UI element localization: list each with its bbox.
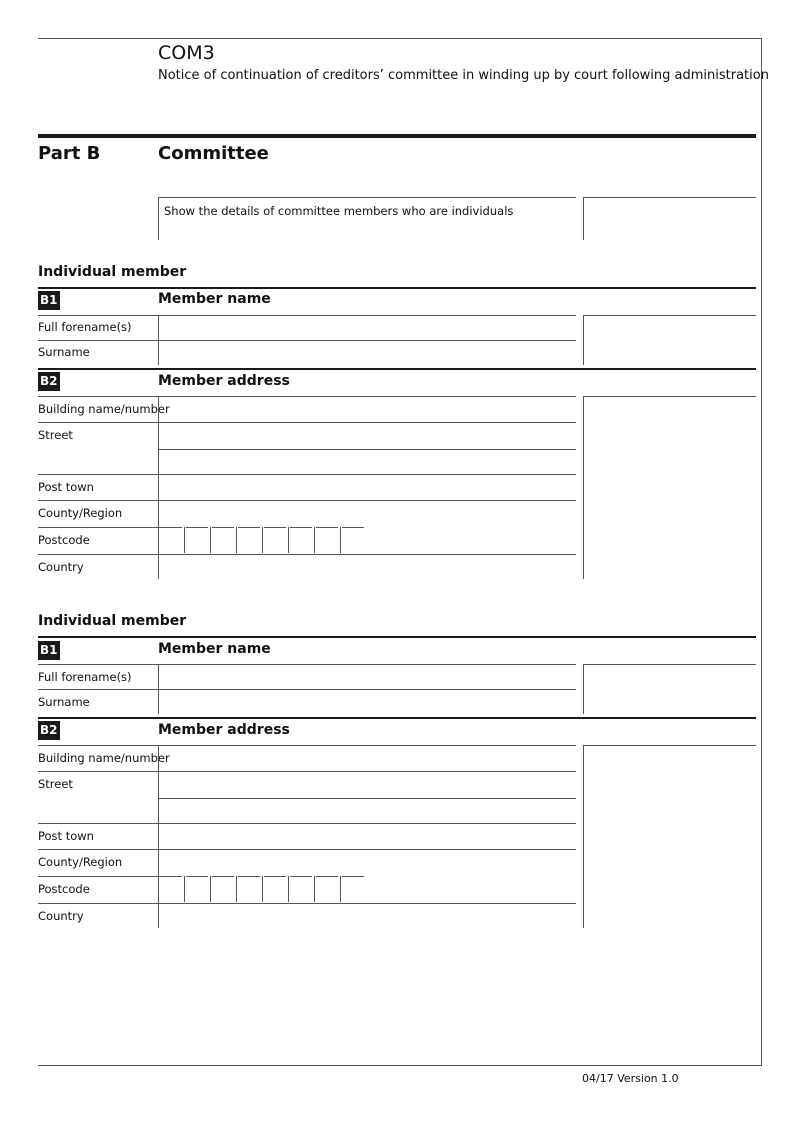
- member-heading: Individual member: [38, 264, 187, 280]
- side-box-top: [583, 745, 756, 746]
- member-address-title: Member address: [158, 373, 290, 389]
- member-name-title: Member name: [158, 291, 271, 307]
- member-heading: Individual member: [38, 613, 187, 629]
- version-label: 04/17 Version 1.0: [582, 1072, 679, 1085]
- surname-label: Surname: [38, 345, 90, 359]
- b2-rule: [38, 717, 756, 719]
- postcode-box-divider: [184, 527, 185, 553]
- country-input[interactable]: [159, 904, 575, 927]
- postcode-box-divider: [184, 876, 185, 902]
- forename-input[interactable]: [159, 665, 575, 689]
- part-title: Committee: [158, 143, 269, 164]
- top-rule: [38, 38, 762, 39]
- county-label: County/Region: [38, 506, 123, 520]
- street-label: Street: [38, 428, 73, 442]
- postcode-box-divider: [288, 527, 289, 553]
- b2-badge: B2: [38, 721, 60, 740]
- side-box-top: [583, 315, 756, 316]
- postcode-box-divider: [210, 527, 211, 553]
- b1-rule: [38, 636, 756, 638]
- b1-badge: B1: [38, 291, 60, 310]
- side-box-top: [583, 197, 756, 198]
- street-label: Street: [38, 777, 73, 791]
- postcode-box-top: [212, 527, 234, 528]
- country-label: Country: [38, 909, 84, 923]
- member-address-title: Member address: [158, 722, 290, 738]
- guidance-box-left: [158, 197, 159, 240]
- forename-label: Full forename(s): [38, 320, 132, 334]
- part-rule: [38, 134, 756, 138]
- postcode-box-divider: [314, 876, 315, 902]
- building-label: Building name/number: [38, 751, 170, 765]
- side-box-left: [583, 315, 584, 365]
- row-line: [38, 527, 182, 528]
- post-town-input[interactable]: [159, 824, 575, 849]
- postcode-box-divider: [262, 527, 263, 553]
- postcode-box-top: [290, 876, 312, 877]
- street-input-2[interactable]: [159, 799, 575, 823]
- surname-input[interactable]: [159, 690, 575, 714]
- postcode-box-divider: [340, 876, 341, 902]
- postcode-box-top: [316, 876, 338, 877]
- forename-input[interactable]: [159, 316, 575, 340]
- building-input[interactable]: [159, 746, 575, 771]
- b1-rule: [38, 287, 756, 289]
- postcode-label: Postcode: [38, 533, 90, 547]
- footer-rule: [38, 1065, 762, 1066]
- side-box-top: [583, 664, 756, 665]
- side-box-top: [583, 396, 756, 397]
- postcode-box-divider: [210, 876, 211, 902]
- postcode-box-top: [212, 876, 234, 877]
- street-input-1[interactable]: [159, 772, 575, 797]
- country-label: Country: [38, 560, 84, 574]
- postcode-box-top: [342, 876, 364, 877]
- county-input[interactable]: [159, 850, 575, 875]
- row-line: [38, 876, 182, 877]
- country-input[interactable]: [159, 555, 575, 578]
- member-name-title: Member name: [158, 641, 271, 657]
- postcode-box-divider: [288, 876, 289, 902]
- forename-label: Full forename(s): [38, 670, 132, 684]
- postcode-box-top: [316, 527, 338, 528]
- post-town-label: Post town: [38, 829, 94, 843]
- input-left-border: [158, 745, 159, 928]
- postcode-box-divider: [236, 876, 237, 902]
- postcode-box-top: [238, 527, 260, 528]
- input-left-border: [158, 664, 159, 714]
- postcode-box-divider: [236, 527, 237, 553]
- postcode-box-top: [186, 527, 208, 528]
- postcode-box-divider: [340, 527, 341, 553]
- b2-rule: [38, 368, 756, 370]
- post-town-label: Post town: [38, 480, 94, 494]
- postcode-box-top: [342, 527, 364, 528]
- side-box-left: [583, 664, 584, 714]
- side-box-left: [583, 396, 584, 579]
- side-box-left: [583, 197, 584, 240]
- surname-input[interactable]: [159, 341, 575, 365]
- right-frame-line: [761, 38, 762, 1066]
- postcode-box-top: [186, 876, 208, 877]
- street-input-1[interactable]: [159, 423, 575, 448]
- postcode-box-top: [238, 876, 260, 877]
- building-input[interactable]: [159, 397, 575, 422]
- county-input[interactable]: [159, 501, 575, 526]
- postcode-box-top: [264, 876, 286, 877]
- guidance-box-top: [158, 197, 576, 198]
- postcode-label: Postcode: [38, 882, 90, 896]
- b2-badge: B2: [38, 372, 60, 391]
- postcode-box-divider: [314, 527, 315, 553]
- form-code: COM3: [158, 42, 215, 64]
- surname-label: Surname: [38, 695, 90, 709]
- postcode-box-top: [264, 527, 286, 528]
- postcode-box-divider: [262, 876, 263, 902]
- part-label: Part B: [38, 143, 101, 164]
- post-town-input[interactable]: [159, 475, 575, 500]
- b1-badge: B1: [38, 641, 60, 660]
- side-box-left: [583, 745, 584, 928]
- guidance-text: Show the details of committee members who are individuals: [164, 204, 514, 218]
- postcode-box-top: [290, 527, 312, 528]
- county-label: County/Region: [38, 855, 123, 869]
- building-label: Building name/number: [38, 402, 170, 416]
- street-input-2[interactable]: [159, 450, 575, 474]
- form-title: Notice of continuation of creditors’ committee in winding up by court following administration: [158, 68, 769, 83]
- input-left-border: [158, 396, 159, 579]
- input-left-border: [158, 315, 159, 365]
